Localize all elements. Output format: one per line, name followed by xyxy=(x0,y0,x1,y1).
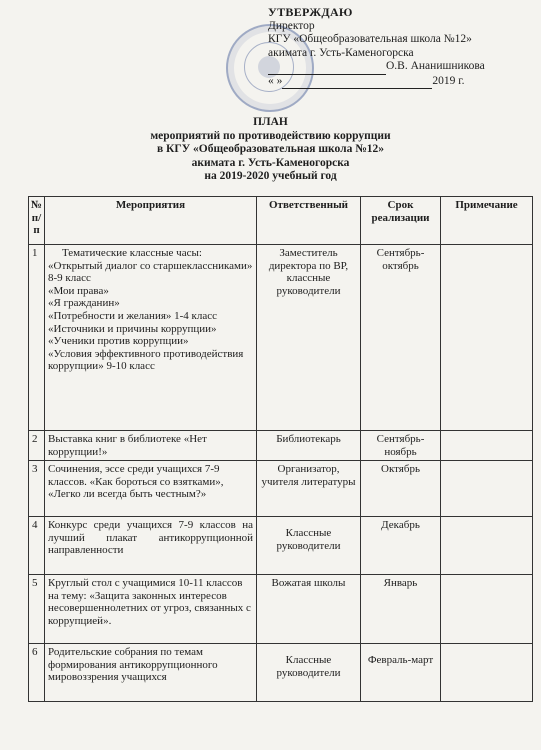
row-period: Декабрь xyxy=(361,517,441,575)
table-row xyxy=(29,575,533,644)
row-period: Сентябрь-октябрь xyxy=(361,245,441,431)
row-number: 6 xyxy=(29,644,45,702)
row-period: Февраль-март xyxy=(361,644,441,702)
events-table xyxy=(28,196,533,702)
header-event: Мероприятия xyxy=(45,197,257,245)
row-number: 4 xyxy=(29,517,45,575)
event-line: Круглый стол с учащимися 10-11 классов на тему: «Защита законных интересов несовершеннолетних от угроз, связанных с коррупцией». xyxy=(48,577,251,627)
title-line-5: на 2019-2020 учебный год xyxy=(204,170,337,182)
row-responsible: Библиотекарь xyxy=(257,431,361,461)
event-line: Родительские собрания по темам формирования антикоррупционного мировоззрения учащихся xyxy=(48,646,218,684)
row-note xyxy=(441,575,533,644)
header-responsible: Ответственный xyxy=(257,197,361,245)
table-row xyxy=(29,644,533,702)
event-line: «Мои права» xyxy=(48,284,109,297)
event-line: Выставка книг в библиотеке «Нет коррупции!» xyxy=(48,433,207,458)
event-line: «Я гражданин» xyxy=(48,297,120,310)
row-note xyxy=(441,245,533,431)
row-responsible: Вожатая школы xyxy=(257,575,361,644)
title-line-4: акимата г. Усть-Каменогорска xyxy=(191,156,350,169)
row-event xyxy=(45,517,257,575)
table-row xyxy=(29,245,533,431)
row-period: Сентябрь-ноябрь xyxy=(361,431,441,461)
row-number: 3 xyxy=(29,461,45,517)
event-line: «Источники и причины коррупции» xyxy=(48,322,217,335)
row-period: Январь xyxy=(361,575,441,644)
approval-signature-line xyxy=(268,60,536,75)
document-title xyxy=(0,116,541,184)
row-event xyxy=(45,431,257,461)
row-note xyxy=(441,644,533,702)
row-number: 1 xyxy=(29,245,45,431)
table-header-row xyxy=(29,197,533,245)
row-responsible: Организатор, учителя литературы xyxy=(257,461,361,517)
table-row xyxy=(29,517,533,575)
row-number: 5 xyxy=(29,575,45,644)
row-responsible: Классные руководители xyxy=(257,517,361,575)
header-number: № п/п xyxy=(29,197,45,245)
approval-heading: УТВЕРЖДАЮ xyxy=(268,5,353,19)
approval-date-year: 2019 г. xyxy=(432,74,465,87)
row-note xyxy=(441,431,533,461)
approval-organization: КГУ «Общеобразовательная школа №12» xyxy=(268,33,472,45)
title-line-1: ПЛАН xyxy=(253,116,288,128)
approval-date-quotes: « » xyxy=(268,74,283,87)
event-line: «Открытый диалог со старшеклассниками» 8-9 класс xyxy=(48,259,253,285)
row-note xyxy=(441,461,533,517)
event-line: Конкурс среди учащихся 7-9 классов на лучший плакат антикоррупционной направленности xyxy=(48,519,253,557)
approval-akimat: акимата г. Усть-Каменогорска xyxy=(268,46,414,59)
row-number: 2 xyxy=(29,431,45,461)
row-period: Октябрь xyxy=(361,461,441,517)
row-event xyxy=(45,575,257,644)
row-note xyxy=(441,517,533,575)
header-note: Примечание xyxy=(441,197,533,245)
table-row xyxy=(29,461,533,517)
event-line: «Потребности и желания» 1-4 класс xyxy=(48,309,218,322)
table-row xyxy=(29,431,533,461)
row-event xyxy=(45,245,257,431)
row-responsible: Заместитель директора по ВР, классные руководители xyxy=(257,245,361,431)
approval-position: Директор xyxy=(268,19,315,32)
header-period: Срок реализации xyxy=(361,197,441,245)
row-responsible: Классные руководители xyxy=(257,644,361,702)
event-line: Тематические классные часы: xyxy=(62,247,202,259)
event-line: «Условия эффективного противодействия коррупции» 9-10 класс xyxy=(48,347,244,373)
event-line: «Ученики против коррупции» xyxy=(48,335,189,348)
event-line: Сочинения, эссе среди учащихся 7-9 классов. «Как бороться со взятками», «Легко ли всегда быть честным?» xyxy=(48,463,224,501)
title-line-2: мероприятий по противодействию коррупции xyxy=(150,129,391,142)
title-line-3: в КГУ «Общеобразовательная школа №12» xyxy=(156,143,385,155)
approval-date-line xyxy=(268,75,536,90)
row-event xyxy=(45,461,257,517)
approval-block xyxy=(268,6,536,89)
row-event xyxy=(45,644,257,702)
approval-director-name: О.В. Ананишникова xyxy=(386,60,485,72)
